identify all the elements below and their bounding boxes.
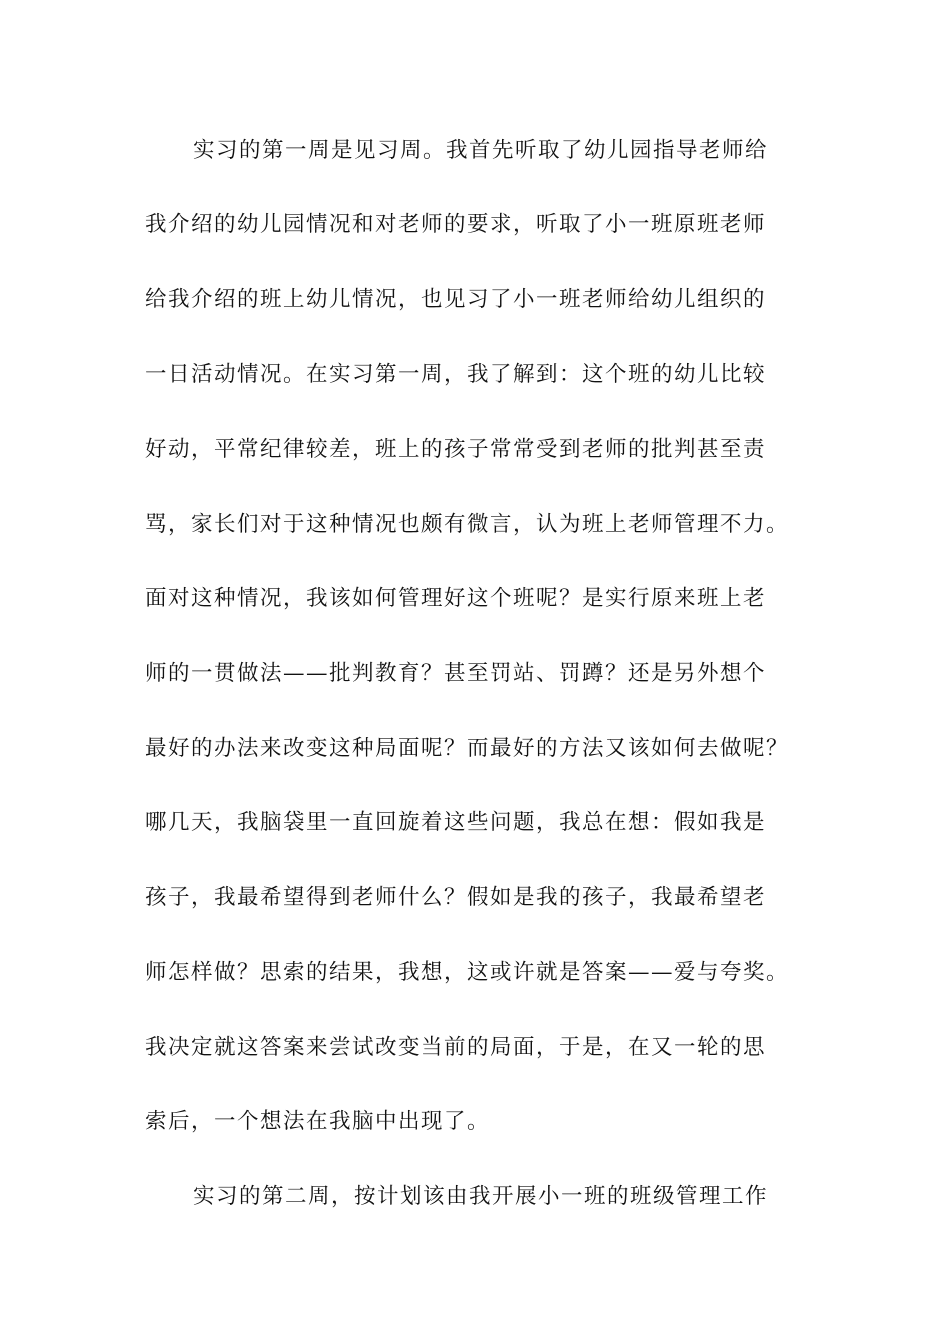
paragraph-1-line-3: 给我介绍的班上幼儿情况，也见习了小一班老师给幼儿组织的 — [145, 287, 767, 312]
paragraph-1-line-13: 我决定就这答案来尝试改变当前的局面，于是，在又一轮的思 — [145, 1035, 767, 1060]
paragraph-1-line-6: 骂，家长们对于这种情况也颇有微言，认为班上老师管理不力。 — [145, 512, 790, 537]
paragraph-2-line-1: 实习的第二周，按计划该由我开展小一班的班级管理工作 — [193, 1184, 769, 1209]
paragraph-1-line-9: 最好的办法来改变这种局面呢？而最好的方法又该如何去做呢？ — [145, 736, 790, 761]
paragraph-1-line-12: 师怎样做？思索的结果，我想，这或许就是答案——爱与夸奖。 — [145, 960, 790, 985]
paragraph-1-line-7: 面对这种情况，我该如何管理好这个班呢？是实行原来班上老 — [145, 586, 767, 611]
paragraph-1-line-4: 一日活动情况。在实习第一周，我了解到：这个班的幼儿比较 — [145, 362, 767, 387]
paragraph-1-line-5: 好动，平常纪律较差，班上的孩子常常受到老师的批判甚至责 — [145, 437, 767, 462]
paragraph-1-line-11: 孩子，我最希望得到老师什么？假如是我的孩子，我最希望老 — [145, 885, 767, 910]
paragraph-1-line-10: 哪几天，我脑袋里一直回旋着这些问题，我总在想：假如我是 — [145, 810, 767, 835]
paragraph-1-line-1: 实习的第一周是见习周。我首先听取了幼儿园指导老师给 — [193, 138, 769, 163]
paragraph-1-line-2: 我介绍的幼儿园情况和对老师的要求，听取了小一班原班老师 — [145, 212, 767, 237]
paragraph-1-line-8: 师的一贯做法——批判教育？甚至罚站、罚蹲？还是另外想个 — [145, 661, 767, 686]
paragraph-1-line-14: 索后，一个想法在我脑中出现了。 — [145, 1109, 491, 1134]
